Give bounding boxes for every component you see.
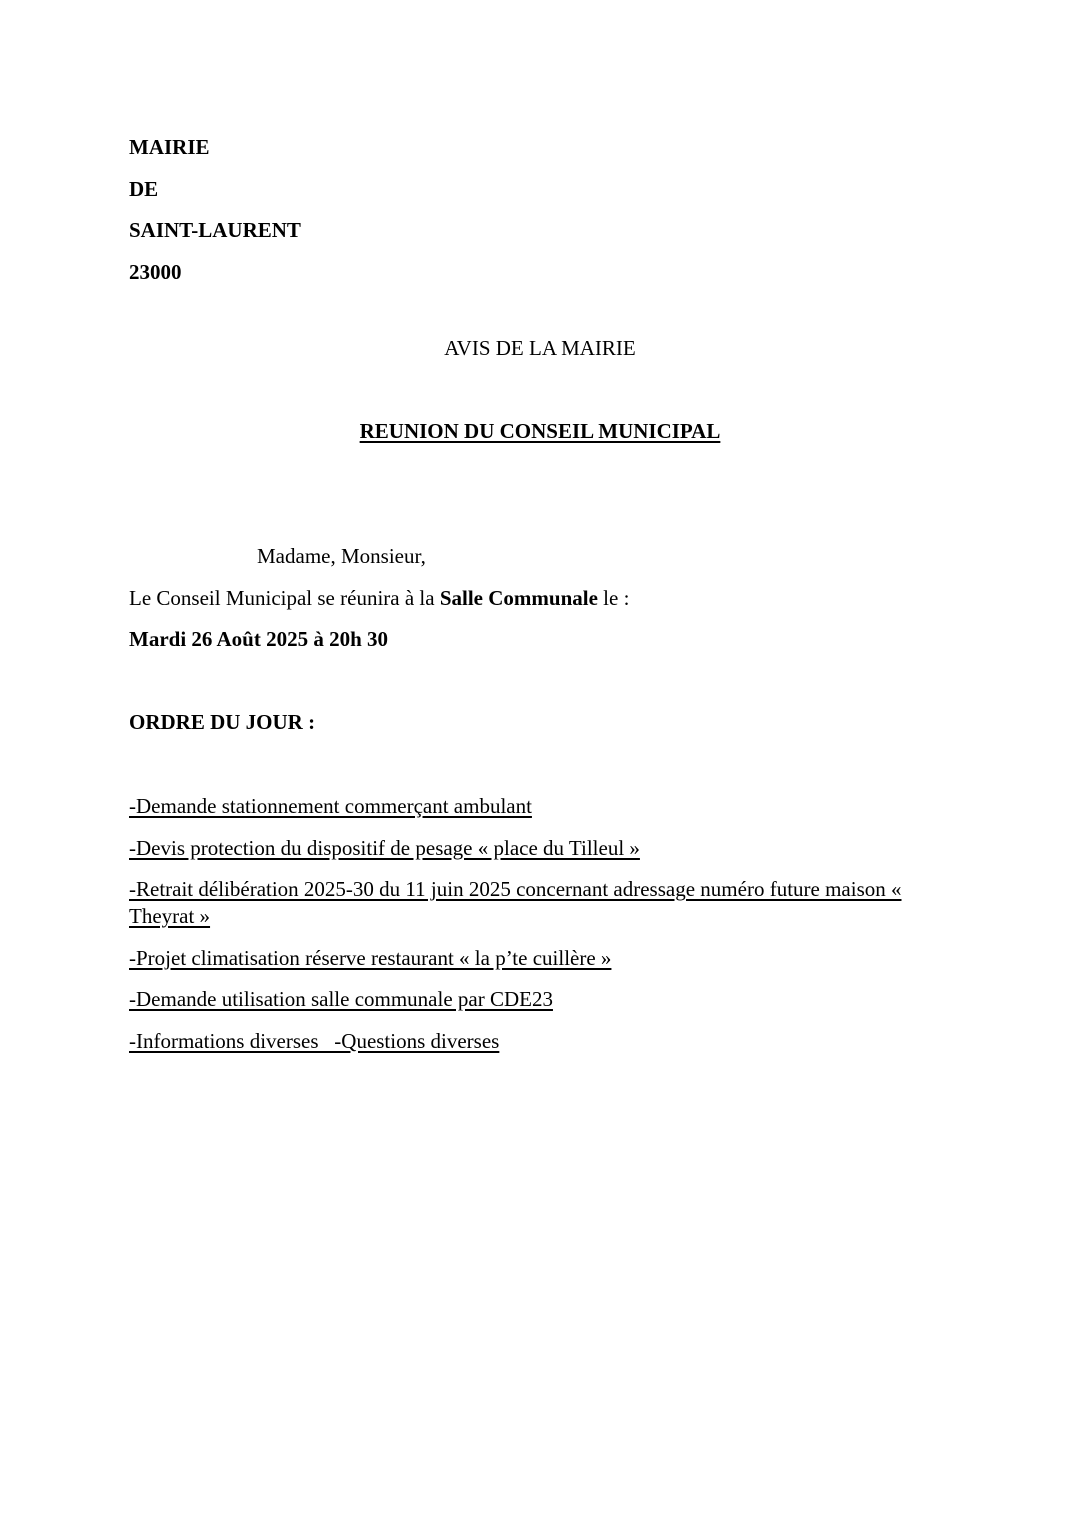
mairie-header [129,127,301,293]
intro-place: Salle Communale [439,586,598,610]
intro-text-before: Le Conseil Municipal se réunira à la [129,586,440,610]
header-line-de: DE [129,176,159,201]
ordre-du-jour-title: ORDRE DU JOUR : [129,710,316,734]
intro-text-after: le : [597,586,630,610]
agenda-list [129,793,949,1069]
agenda-item: -Retrait délibération 2025-30 du 11 juin 2025 concernant adressage numéro future maison « Theyrat » [129,877,902,928]
intro-paragraph [129,586,629,611]
header-line-postal-code: 23000 [129,259,182,284]
reunion-title: REUNION DU CONSEIL MUNICIPAL [359,419,721,443]
header-line-commune: SAINT-LAURENT [129,218,301,242]
agenda-item: -Demande stationnement commerçant ambulant [129,794,532,818]
avis-title: AVIS DE LA MAIRIE [444,336,636,360]
agenda-item: -Projet climatisation réserve restaurant « la p’te cuillère » [129,945,612,970]
agenda-item: -Informations diverses -Questions diverses [129,1028,500,1053]
agenda-item: -Demande utilisation salle communale par CDE23 [129,987,553,1011]
header-line-mairie: MAIRIE [129,135,210,159]
meeting-date: Mardi 26 Août 2025 à 20h 30 [129,627,389,651]
greeting: Madame, Monsieur, [257,544,426,568]
agenda-item: -Devis protection du dispositif de pesage « place du Tilleul » [129,835,640,860]
reunion-title-wrapper [0,419,1080,444]
